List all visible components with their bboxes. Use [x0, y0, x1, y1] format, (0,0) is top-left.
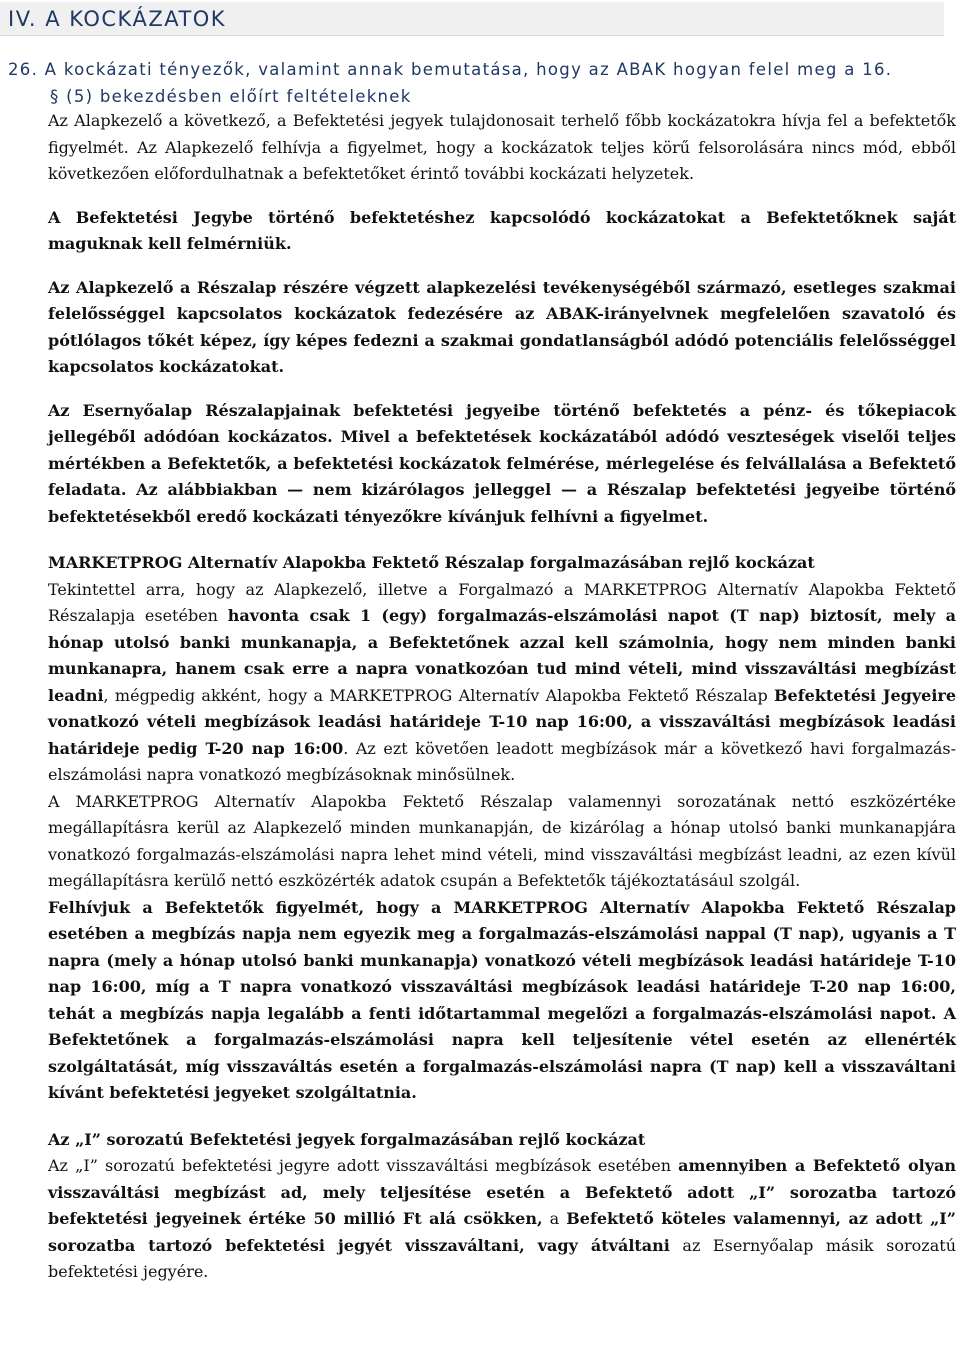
series-i-bold-a: amennyiben a Befektető olyan visszaváltási megbízást ad, mely teljesítése esetén a Befektető adott „I” sorozatba tartozó befektetési jegyeinek értéke 50 millió Ft alá csökken,: [48, 1156, 956, 1228]
marketprog-risk-heading: MARKETPROG Alternatív Alapokba Fektető Részalap forgalmazásában rejlő kockázat: [48, 553, 815, 572]
marketprog-p1-text-b: , mégpedig akként, hogy a MARKETPROG Alternatív Alapokba Fektető Részalap: [103, 685, 775, 705]
marketprog-p1-text-c: . Az ezt követően leadott megbízások már a következő havi forgalmazás-elszámolási napra vonatkozó megbízásoknak minősülnek.: [48, 738, 957, 784]
document-body: [48, 108, 956, 1286]
section-heading: [8, 56, 950, 110]
self-assessment-paragraph: A Befektetési Jegybe történő befektetéshez kapcsolódó kockázatokat a Befektetőknek saját maguknak kell felmérniük.: [48, 207, 956, 253]
series-i-text-a: Az „I” sorozatú befektetési jegyre adott visszaváltási megbízások esetében: [48, 1156, 679, 1175]
marketprog-paragraph-2: A MARKETPROG Alternatív Alapokba Fektető Részalap valamennyi sorozatának nettó eszközértéke megállapításra kerül az Alapkezelő minden munkanapján, de kizárólag a hónap utolsó banki munkanapjára vonatkozó forgalmazás-elszámolási napra lehet mind vételi, mind visszaváltási megbízást leadni, az ezen kívül megállapításra kerülő nettó eszközérték adatok csupán a Befektetők tájékoztatásául szolgál.: [48, 791, 956, 890]
marketprog-p1-bold-a: havonta csak 1 (egy) forgalmazás-elszámolási napot (T nap) biztosít, mely a hónap utolsó banki munkanapja, a Befektetőnek azzal kell számolnia, hogy nem minden banki munkanapra, hanem csak erre a napra vonatkozóan tud mind vételi, mind visszaváltási megbízást leadni: [48, 606, 956, 705]
chapter-title: IV. A KOCKÁZATOK: [0, 2, 944, 36]
liability-paragraph: Az Alapkezelő a Részalap részére végzett alapkezelési tevékenységéből származó, esetleges szakmai felelősséggel kapcsolatos kockázatok fedezésére az ABAK-irányelvnek megfelelően szavatoló és pótlólagos tőkét képez, így képes fedezni a szakmai gondatlanságból adódó potenciális felelősséggel kapcsolatos kockázatokat.: [48, 277, 956, 376]
marketprog-paragraph-3: Felhívjuk a Befektetők figyelmét, hogy a MARKETPROG Alternatív Alapokba Fektető Részalap esetében a megbízás napja nem egyezik meg a forgalmazás-elszámolási nappal (T nap), ugyanis a T napra (mely a hónap utolsó banki munkanapja) vonatkozó vételi megbízások leadási határideje T-10 nap 16:00, míg a T napra vonatkozó visszaváltási megbízások leadási határideje T-20 nap 16:00, tehát a megbízás napja legalább a fenti időtartammal megelőzi a forgalmazás-elszámolási napot. A Befektetőnek a forgalmazás-elszámolási napra kell teljesítenie vétel esetén az ellenérték szolgáltatását, míg visszaváltás esetén a forgalmazás-elszámolási napra (T nap) kell a visszaváltani kívánt befektetési jegyeket szolgáltatnia.: [48, 897, 956, 1102]
series-i-risk-heading: Az „I” sorozatú Befektetési jegyek forgalmazásában rejlő kockázat: [48, 1129, 646, 1149]
intro-paragraph: Az Alapkezelő a következő, a Befektetési jegyek tulajdonosait terhelő főbb kockázatokra hívja fel a befektetők figyelmét. Az Alapkezelő felhívja a figyelmet, hogy a kockázatok teljes körű felsorolására nincs mód, ebből következően előfordulhatnak a befektetőket érintő további kockázati helyzetek.: [48, 111, 956, 183]
section-heading-line-2: § (5) bekezdésben előírt feltételeknek: [50, 87, 412, 106]
series-i-bold-b: Befektető köteles valamennyi, az adott „I” sorozatba tartozó befektetési jegyét visszaváltani, vagy átváltani: [48, 1209, 956, 1255]
marketprog-p1-bold-b: Befektetési Jegyeire vonatkozó vételi megbízások leadási határideje T-10 nap 16:00, a visszaváltási megbízások leadási határideje pedig T-20 nap 16:00: [48, 685, 957, 758]
marketprog-paragraph-1: [48, 577, 956, 789]
marketprog-p1-text-a: Tekintettel arra, hogy az Alapkezelő, illetve a Forgalmazó a MARKETPROG Alternatív Alapokba Fektető Részalapja esetében: [48, 579, 956, 625]
risk-nature-paragraph: Az Esernyőalap Részalapjainak befektetési jegyeibe történő befektetés a pénz- és tőkepiacok jellegéből adódóan kockázatos. Mivel a befektetések kockázatából adódó veszteségek viselői teljes mértékben a Befektetők, a befektetési kockázatok felmérése, mérlegelése és felvállalása a Befektető feladata. Az alábbiakban — nem kizárólagos jelleggel — a Részalap befektetési jegyeibe történő befektetésekből eredő kockázati tényezőkre kívánjuk felhívni a figyelmet.: [48, 400, 956, 526]
section-heading-line-1: 26. A kockázati tényezők, valamint annak bemutatása, hogy az ABAK hogyan felel meg a 16.: [8, 60, 893, 79]
series-i-paragraph: [48, 1153, 956, 1286]
series-i-text-c: az Esernyőalap másik sorozatú befektetési jegyére.: [48, 1235, 957, 1281]
series-i-text-b: a: [542, 1209, 567, 1228]
